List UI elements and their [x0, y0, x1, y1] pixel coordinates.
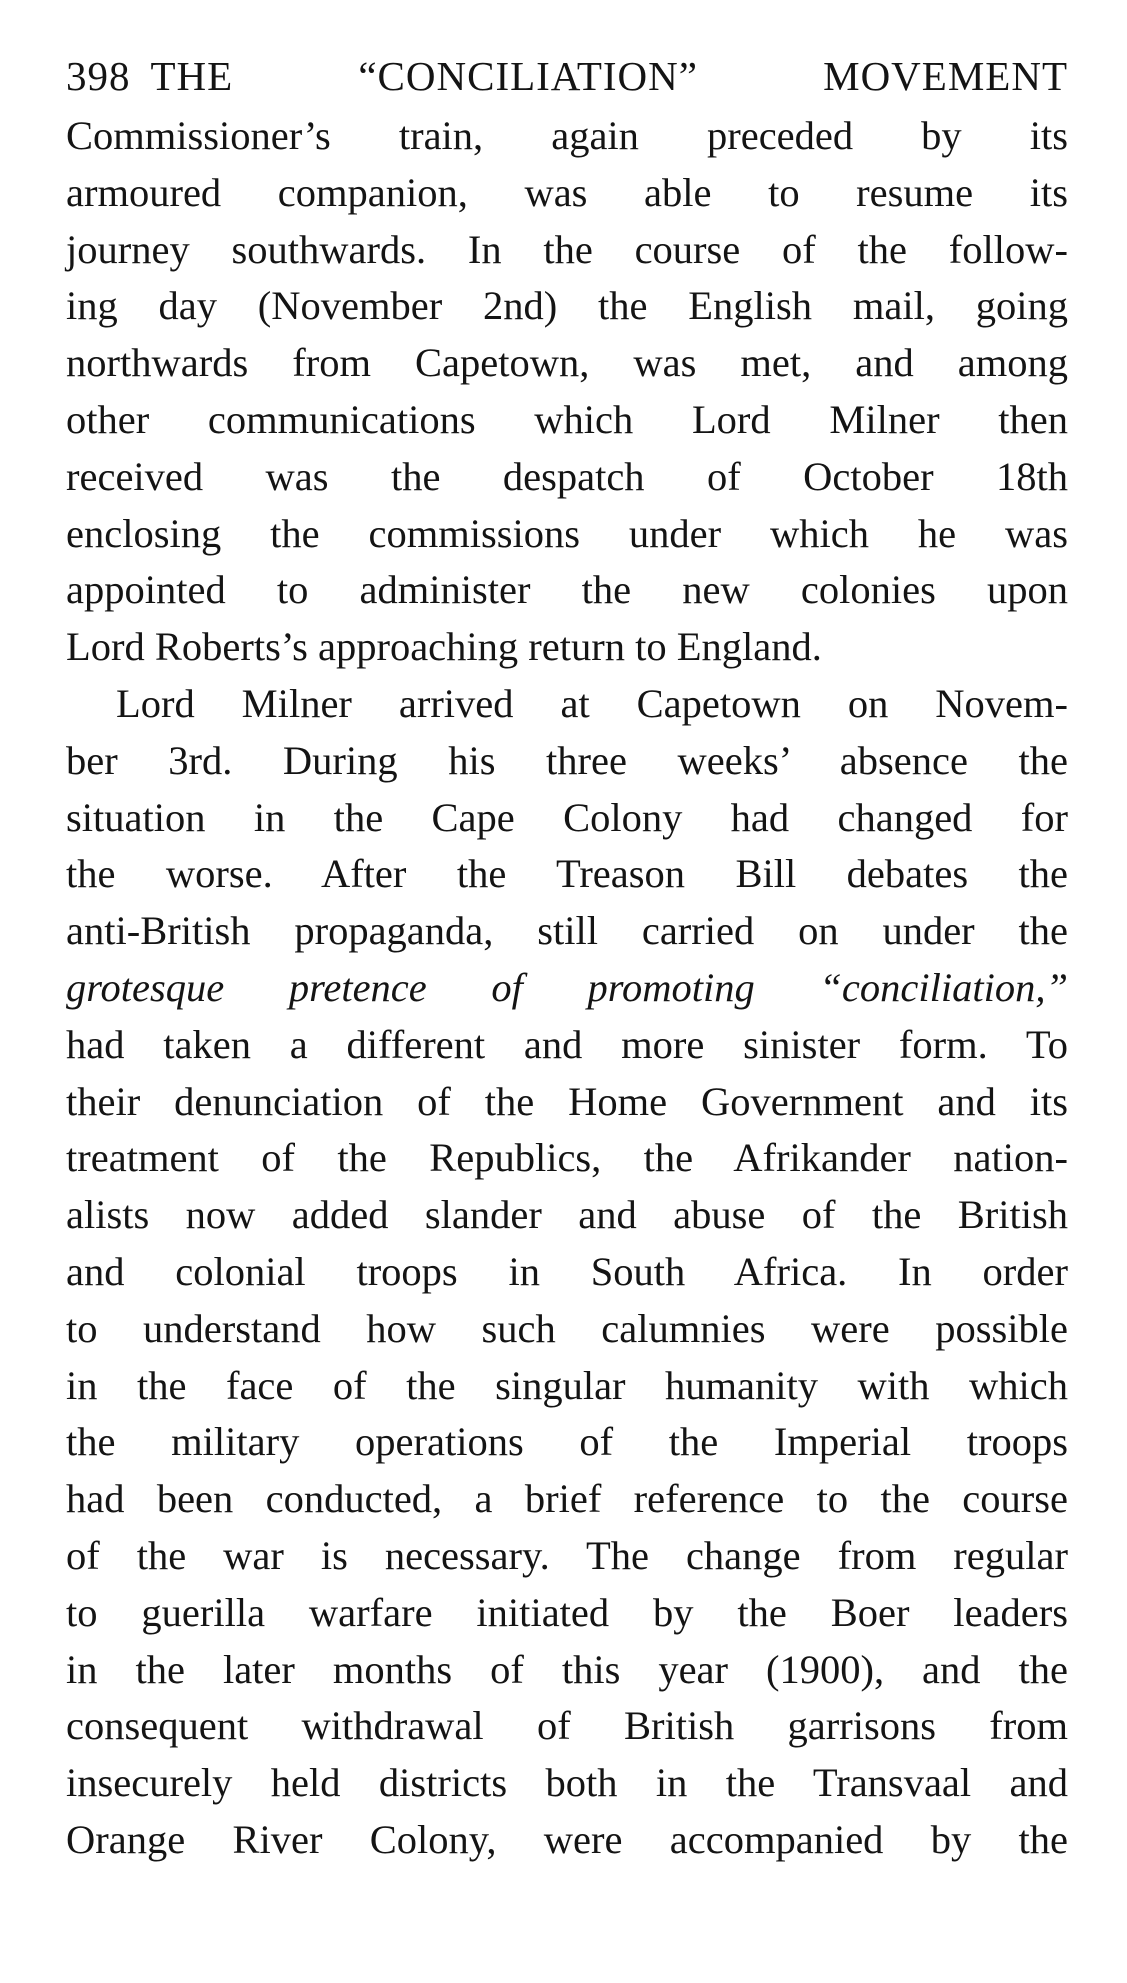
text-line: northwards from Capetown, was met, and among	[66, 340, 1068, 386]
text-line: insecurely held districts both in the Transvaal and	[66, 1760, 1068, 1806]
text-line: Orange River Colony, were accompanied by the	[66, 1816, 1068, 1862]
text-line: had been conducted, a brief reference to the course	[66, 1476, 1068, 1522]
text-line: in the face of the singular humanity with which	[66, 1362, 1068, 1408]
book-page	[66, 44, 1068, 1869]
body-text	[66, 108, 1068, 1869]
text-line: other communications which Lord Milner then	[66, 396, 1068, 442]
text-line: in the later months of this year (1900), and the	[66, 1646, 1068, 1692]
text-line: appointed to administer the new colonies upon	[66, 567, 1068, 613]
text-line: enclosing the commissions under which he was	[66, 510, 1068, 556]
text-line: situation in the Cape Colony had changed for	[66, 794, 1068, 840]
text-line: alists now added slander and abuse of the British	[66, 1192, 1068, 1238]
text-line: ing day (November 2nd) the English mail, going	[66, 283, 1068, 329]
text-line: ber 3rd. During his three weeks’ absence the	[66, 737, 1068, 783]
text-line: had taken a different and more sinister form. To	[66, 1021, 1068, 1067]
text-line: anti-British propaganda, still carried on under the	[66, 908, 1068, 954]
text-line: Commissioner’s train, again preceded by its	[66, 113, 1068, 158]
text-line: journey southwards. In the course of the follow-	[66, 226, 1068, 272]
running-head	[66, 44, 1068, 108]
text-line-italic	[66, 960, 1068, 1017]
text-line: the military operations of the Imperial troops	[66, 1419, 1068, 1465]
text-line: to guerilla warfare initiated by the Boer leaders	[66, 1589, 1068, 1635]
text-line: treatment of the Republics, the Afrikander nation-	[66, 1135, 1068, 1181]
text-line: Lord Milner arrived at Capetown on Novem-	[116, 680, 1068, 726]
text-line: Lord Roberts’s approaching return to England.	[66, 624, 822, 670]
text-line: consequent withdrawal of British garrisons from	[66, 1703, 1068, 1749]
italic-phrase: grotesque pretence of promoting “conciliation,”	[66, 964, 1068, 1010]
page-number: 398	[66, 53, 131, 99]
text-line: of the war is necessary. The change from regular	[66, 1532, 1068, 1578]
text-line: received was the despatch of October 18th	[66, 453, 1068, 499]
text-line: the worse. After the Treason Bill debates the	[66, 851, 1068, 897]
running-head-title: THE “CONCILIATION” MOVEMENT	[150, 53, 1068, 99]
text-line: their denunciation of the Home Government and its	[66, 1078, 1068, 1124]
text-line: armoured companion, was able to resume its	[66, 169, 1068, 215]
text-line: to understand how such calumnies were possible	[66, 1305, 1068, 1351]
text-line: and colonial troops in South Africa. In order	[66, 1248, 1068, 1294]
